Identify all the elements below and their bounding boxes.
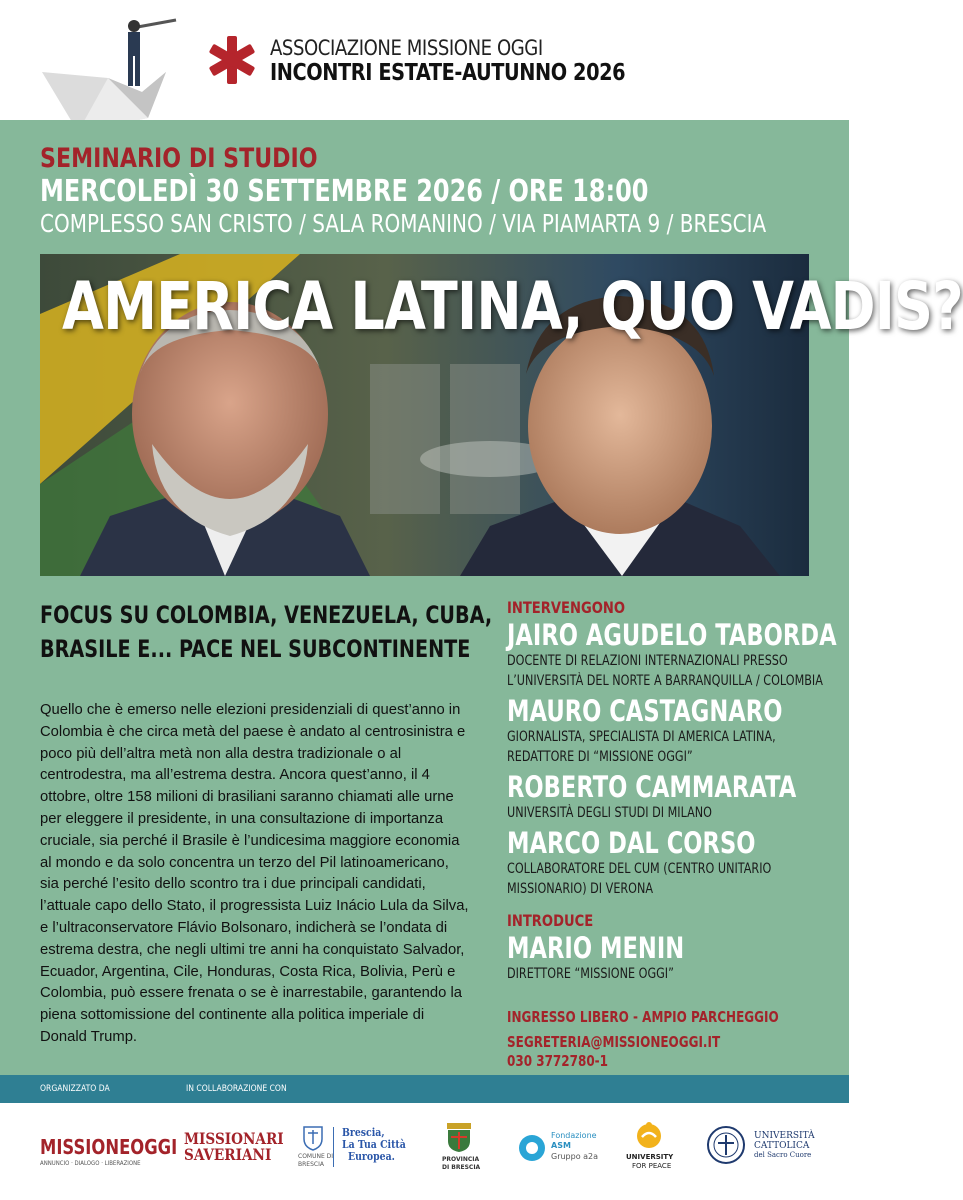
phone-number: 030 3772780-1	[507, 1052, 609, 1070]
event-title: AMERICA LATINA, QUO VADIS?	[62, 268, 963, 345]
provincia-line-2: DI BRESCIA	[442, 1164, 481, 1171]
cattolica-seal-icon	[706, 1125, 746, 1165]
speaker-item	[507, 827, 827, 899]
provincia-crest-icon	[445, 1123, 473, 1153]
contact-info	[507, 1008, 847, 1071]
missioneoggi-logo	[40, 1135, 207, 1167]
focus-heading	[40, 598, 492, 666]
ufp-line-1: UNIVERSITY	[626, 1153, 674, 1161]
brescia-line-2: La Tua Città	[342, 1138, 406, 1151]
speaker-desc: DOCENTE DI RELAZIONI INTERNAZIONALI PRESSO	[507, 653, 788, 669]
speaker-name: JAIRO AGUDELO TABORDA	[507, 618, 837, 652]
speaker-desc: UNIVERSITÀ DEGLI STUDI DI MILANO	[507, 805, 712, 821]
speaker-name: MAURO CASTAGNARO	[507, 694, 783, 728]
cattolica-line-3: del Sacro Cuore	[754, 1151, 812, 1159]
speaker-desc: L’UNIVERSITÀ DEL NORTE A BARRANQUILLA / COLOMBIA	[507, 673, 823, 689]
brescia-line-1: Brescia,	[342, 1126, 385, 1139]
speaker-item	[507, 695, 827, 767]
comune-line-2: BRESCIA	[298, 1161, 324, 1168]
event-series: INCONTRI ESTATE-AUTUNNO 2026	[270, 60, 626, 86]
speaker-item	[507, 771, 827, 823]
speaker-name: MARCO DAL CORSO	[507, 826, 756, 860]
saveriani-line-2: SAVERIANI	[184, 1145, 272, 1164]
intro-speaker	[507, 932, 827, 984]
brescia-europea-logo	[342, 1127, 417, 1163]
focus-line-2: BRASILE E... PACE NEL SUBCONTINENTE	[40, 635, 471, 663]
speaker-desc: COLLABORATORE DEL CUM (CENTRO UNITARIO	[507, 861, 772, 877]
seminar-label: SEMINARIO DI STUDIO	[40, 143, 318, 174]
event-date-time: MERCOLEDÌ 30 SETTEMBRE 2026 / ORE 18:00	[40, 174, 649, 209]
collaboration-label: IN COLLABORAZIONE CON	[186, 1084, 287, 1094]
asm-line-2: ASM	[551, 1141, 571, 1150]
description-text	[40, 700, 470, 1049]
coat-of-arms-icon	[302, 1125, 324, 1151]
asm-line-1: Fondazione	[551, 1131, 597, 1140]
speaker-desc: GIORNALISTA, SPECIALISTA DI AMERICA LATINA,	[507, 729, 776, 745]
description-paragraph: Quello che è emerso nelle elezioni presidenziali di quest’anno in Colombia è che circa metà del paese è andato al centrosinistra e poco più dell’altra metà non alla destra tradizionale o al centrodestra, ma all’estrema destra. Ancora quest’anno, il 4 ottobre, oltre 158 milioni di brasiliani saranno chiamati alle urne per eleggere il presidente, in una consultazione di importanza cruciale, sia perché il Brasile è l’undicesima maggiore economia al mondo e da solo concentra un terzo del Pil latinoamericano, sia perché l’esito dello scontro tra i due principali candidati, l’attuale capo dello Stato, il progressista Luiz Inácio Lula da Silva, e l’ultraconservatore Flávio Bolsonaro, indicherà se l’ondata di estrema destra, che negli ultimi tre anni ha conquistato Salvador, Ecuador, Argentina, Cile, Honduras, Costa Rica, Bolivia, Perù e Colombia, può essere frenata o se è inarrestabile, garantendo la piena sottomissione del continente alla politica imperiale di Donald Trump.	[40, 702, 469, 1045]
asm-line-3: Gruppo a2a	[551, 1152, 599, 1161]
focus-line-1: FOCUS SU COLOMBIA, VENEZUELA, CUBA,	[40, 601, 493, 629]
brescia-line-3: Europea.	[348, 1150, 395, 1163]
missioneoggi-tagline: ANNUNCIO · DIALOGO · LIBERAZIONE	[40, 1160, 141, 1167]
logo-divider	[333, 1127, 334, 1167]
saveriani-line-1: MISSIONARI	[184, 1129, 284, 1148]
speaker-name: ROBERTO CAMMARATA	[507, 770, 797, 804]
footer-band	[0, 1075, 849, 1103]
intro-name: MARIO MENIN	[507, 931, 685, 965]
speakers-label: INTERVENGONO	[507, 598, 626, 617]
hero-image	[40, 254, 963, 576]
entry-info: INGRESSO LIBERO - AMPIO PARCHEGGIO	[507, 1008, 779, 1026]
event-location: COMPLESSO SAN CRISTO / SALA ROMANINO / VIA PIAMARTA 9 / BRESCIA	[40, 209, 767, 238]
sponsor-logos	[0, 1103, 849, 1200]
speakers-section	[507, 598, 837, 988]
speaker-item	[507, 618, 837, 691]
missioneoggi-wordmark: MISSIONEOGGI	[40, 1135, 178, 1159]
organized-by-label: ORGANIZZATO DA	[40, 1084, 110, 1094]
email-link[interactable]: SEGRETERIA@MISSIONEOGGI.IT	[507, 1033, 721, 1051]
asm-circle-icon	[517, 1133, 547, 1163]
cattolica-line-2: CATTOLICA	[754, 1141, 810, 1151]
intro-desc: DIRETTORE “MISSIONE OGGI”	[507, 966, 674, 982]
intro-label: INTRODUCE	[507, 911, 594, 930]
speaker-desc: REDATTORE DI “MISSIONE OGGI”	[507, 749, 693, 765]
comune-line-1: COMUNE DI	[298, 1153, 334, 1160]
peace-hands-icon	[634, 1119, 664, 1149]
asterisk-logo-icon	[206, 34, 258, 86]
cattolica-line-1: UNIVERSITÀ	[754, 1131, 815, 1141]
saveriani-logo	[184, 1131, 301, 1163]
paper-boat-lookout-icon	[38, 14, 208, 136]
provincia-line-1: PROVINCIA	[442, 1156, 480, 1163]
header	[0, 0, 849, 120]
association-name: ASSOCIAZIONE MISSIONE OGGI	[270, 36, 543, 60]
speaker-desc: MISSIONARIO) DI VERONA	[507, 881, 654, 897]
ufp-line-2: FOR PEACE	[632, 1162, 672, 1170]
